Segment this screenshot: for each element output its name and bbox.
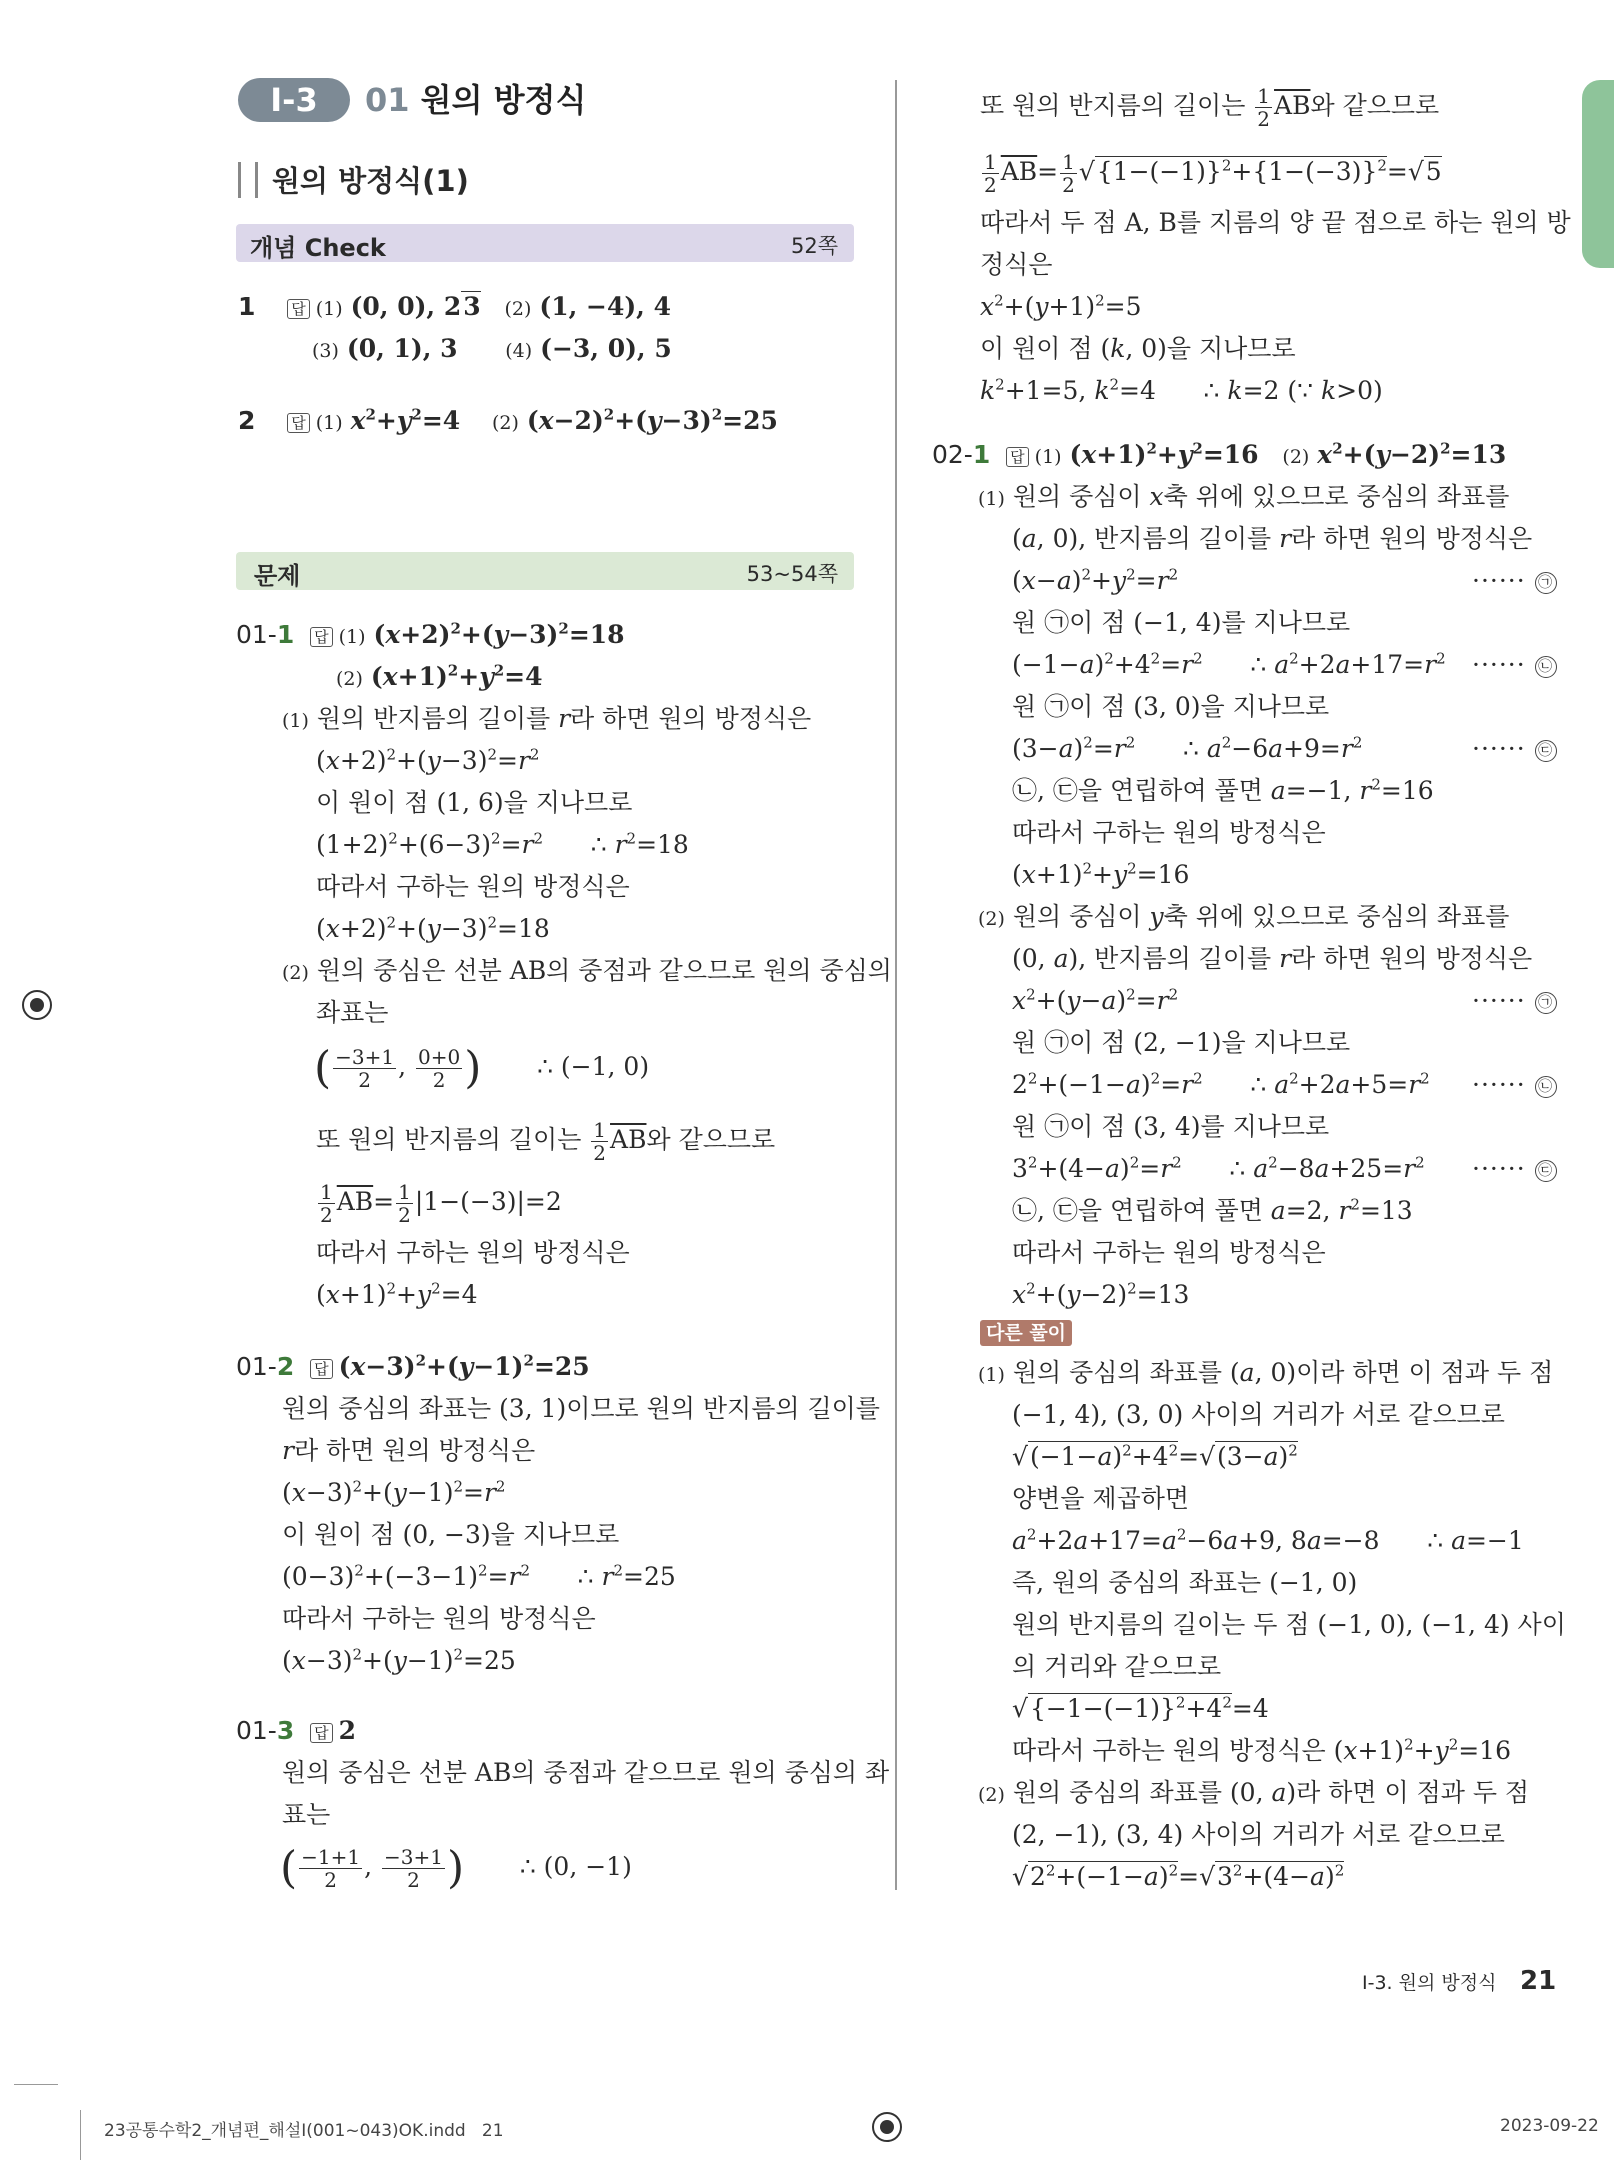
concept-check-page: 52쪽 — [790, 234, 838, 258]
registration-mark-icon — [872, 2112, 902, 2142]
problem-02-1-answer: 02-1 답 (1) $(x+1)^2+y^2=16$ (2) $x^2+(y-2)^2=13$ — [932, 439, 1507, 469]
crop-mark — [14, 2084, 58, 2085]
text-line: $(-1-a)^2+4^2=r^2$ ∴ $a^2+2a+17=r^2$ — [1012, 649, 1446, 679]
concept-answer-2: 2 답 (1) $x^2+y^2=4$ (2) $(x-2)^2+(y-3)^2=25$ — [238, 405, 778, 435]
text-line: 따라서 구하는 원의 방정식은 — [1012, 1238, 1326, 1267]
subtitle-marker-icon — [238, 162, 258, 198]
text-line: $(x+2)^2+(y-3)^2=r^2$ — [316, 745, 540, 775]
text-line: $\frac{1}{2}$ $\overline{AB}=$ $\frac{1}{2}$ |1−(−3)|=2 — [320, 1180, 562, 1227]
text-line: r라 하면 원의 방정식은 — [282, 1436, 536, 1465]
text-line: (−1, 4), (3, 0) 사이의 거리가 서로 같으므로 — [1012, 1400, 1505, 1429]
chapter-badge-text: Ⅰ-3 — [270, 81, 318, 119]
text-line: $(x+2)^2+(y-3)^2=18$ — [316, 913, 550, 943]
text-line: 따라서 구하는 원의 방정식은 — [282, 1604, 596, 1633]
text-line: $(1+2)^2+(6-3)^2=r^2$ ∴ $r^2=18$ — [316, 829, 689, 859]
footer-chapter-ref-text: Ⅰ-3. 원의 방정식 — [1362, 1972, 1497, 1994]
text-line: (1) 원의 중심이 x축 위에 있으므로 중심의 좌표를 — [978, 482, 1510, 511]
text-line: ㉡, ㉢을 연립하여 풀면 a=−1, $r^2=16$ — [1012, 775, 1434, 805]
text-line: 원 ㉠이 점 (2, −1)을 지나므로 — [1012, 1028, 1351, 1057]
problem-01-1-answer: 01-1 답 (1) $(x+2)^2+(y-3)^2=18$ — [236, 619, 625, 649]
text-line: 즉, 원의 중심의 좌표는 (−1, 0) — [1012, 1568, 1358, 1597]
text-line: ( $\frac{-1+1}{2}$ , $\frac{-3+1}{2}$ ) ∴ (0, −1) — [280, 1842, 632, 1894]
text-line: ······ ㉠ — [1472, 564, 1557, 598]
registration-mark-icon — [22, 990, 52, 1020]
text-line: ( $\frac{-3+1}{2}$ , $\frac{0+0}{2}$ ) ∴ (−1, 0) — [314, 1042, 650, 1094]
text-line: $(x+1)^2+y^2=16$ — [1012, 859, 1190, 889]
text-line: $√\{-1-(-1)\}^2+4^2=4$ — [1012, 1693, 1269, 1723]
text-line: $3^2+(4-a)^2=r^2$ ∴ $a^2-8a+25=r^2$ — [1012, 1153, 1425, 1183]
text-line: 원의 중심의 좌표는 (3, 1)이므로 원의 반지름의 길이를 — [282, 1394, 880, 1423]
footer-date: 2023-09-22 — [1500, 2116, 1599, 2136]
text-line: 원의 반지름의 길이는 두 점 (−1, 0), (−1, 4) 사이 — [1012, 1610, 1566, 1639]
text-line: (2, −1), (3, 4) 사이의 거리가 서로 같으므로 — [1012, 1820, 1505, 1849]
text-line: $√2^2+(-1-a)^2=√3^2+(4-a)^2$ — [1012, 1861, 1345, 1891]
text-line: ······ ㉢ — [1472, 1152, 1557, 1186]
problem-01-3-answer: 01-3 답 2 — [236, 1716, 357, 1745]
text-line: 좌표는 — [316, 998, 389, 1027]
text-line: $x^2+(y+1)^2=5$ — [980, 291, 1142, 321]
text-line: 따라서 구하는 원의 방정식은 $(x+1)^2+y^2=16$ — [1012, 1735, 1511, 1765]
side-tab — [1582, 80, 1614, 268]
concept-answer-1: 1 답 (1) (0, 0), 23 (2) (1, −4), 4 — [238, 292, 671, 321]
text-line: $(x-3)^2+(y-1)^2=r^2$ — [282, 1477, 506, 1507]
text-line: 원의 중심은 선분 AB의 중점과 같으므로 원의 중심의 좌 — [282, 1758, 890, 1787]
text-line: 따라서 구하는 원의 방정식은 — [316, 1238, 630, 1267]
text-line: ······ ㉡ — [1472, 648, 1557, 682]
text-line: $a^2+2a+17=a^2-6a+9$, 8a=−8 ∴ a=−1 — [1012, 1525, 1524, 1555]
crop-mark — [80, 2110, 81, 2160]
text-line: $k^2+1=5$, $k^2=4$ ∴ k=2 (∵ k>0) — [980, 375, 1383, 405]
text-line: $x^2+(y-a)^2=r^2$ — [1012, 985, 1179, 1015]
answer-badge: 답 — [287, 299, 310, 319]
text-line: ······ ㉡ — [1472, 1068, 1557, 1102]
text-line: 표는 — [282, 1800, 331, 1829]
text-line: ······ ㉠ — [1472, 984, 1557, 1018]
text-line: $\frac{1}{2}$ $\overline{AB}=$ $\frac{1}{2}$ $√\{1-(-1)\}^2+\{1-(-3)\}^2=√5$ — [984, 150, 1442, 197]
text-line: ······ ㉢ — [1472, 732, 1557, 766]
concept-answer-1b: (3) (0, 1), 3 (4) (−3, 0), 5 — [312, 334, 672, 363]
other-solution-badge: 다른 풀이 — [980, 1320, 1072, 1346]
footer-chapter-ref — [1362, 1968, 1496, 1998]
text-line: 따라서 두 점 A, B를 지름의 양 끝 점으로 하는 원의 방 — [980, 208, 1571, 237]
text-line: $(3-a)^2=r^2$ ∴ $a^2-6a+9=r^2$ — [1012, 733, 1363, 763]
text-line: (1) 원의 중심의 좌표를 (a, 0)이라 하면 이 점과 두 점 — [978, 1358, 1554, 1387]
text-line: 원 ㉠이 점 (−1, 4)를 지나므로 — [1012, 608, 1351, 637]
problem-bar — [236, 552, 854, 590]
concept-check-bar — [236, 224, 854, 262]
concept-check-label: 개념 Check — [250, 234, 386, 262]
section-heading — [365, 78, 586, 122]
text-line: 또 원의 반지름의 길이는 $\frac{1}{2}$ $\overline{AB}$와 같으므로 — [316, 1118, 776, 1165]
text-line: (a, 0), 반지름의 길이를 r라 하면 원의 방정식은 — [1012, 524, 1533, 553]
text-line: 이 원이 점 (0, −3)을 지나므로 — [282, 1520, 620, 1549]
column-divider — [895, 80, 897, 1890]
text-line: 따라서 구하는 원의 방정식은 — [1012, 818, 1326, 847]
text-line: (0, a), 반지름의 길이를 r라 하면 원의 방정식은 — [1012, 944, 1533, 973]
text-line: (1) 원의 반지름의 길이를 r라 하면 원의 방정식은 — [282, 704, 812, 733]
text-line: (2) 원의 중심은 선분 AB의 중점과 같으므로 원의 중심의 — [282, 956, 892, 985]
chapter-badge — [238, 78, 350, 122]
text-line: (2) 원의 중심이 y축 위에 있으므로 중심의 좌표를 — [978, 902, 1510, 931]
text-line: $√(-1-a)^2+4^2=√(3-a)^2$ — [1012, 1441, 1298, 1471]
text-line: $(x+1)^2+y^2=4$ — [316, 1279, 478, 1309]
text-line: (2) 원의 중심의 좌표를 (0, a)라 하면 이 점과 두 점 — [978, 1778, 1530, 1807]
text-line: 이 원이 점 (k, 0)을 지나므로 — [980, 334, 1296, 363]
text-line: $(x-3)^2+(y-1)^2=25$ — [282, 1645, 516, 1675]
text-line: 양변을 제곱하면 — [1012, 1484, 1189, 1513]
text-line: 의 거리와 같으므로 — [1012, 1652, 1222, 1681]
text-line: (2) $(x+1)^2+y^2=4$ — [336, 661, 543, 691]
text-line: 정식은 — [980, 250, 1053, 279]
problem-label: 문제 — [254, 562, 301, 590]
text-line: $x^2+(y-2)^2=13$ — [1012, 1279, 1190, 1309]
section-title: 원의 방정식 — [420, 81, 587, 119]
text-line: 원 ㉠이 점 (3, 0)을 지나므로 — [1012, 692, 1330, 721]
section-number: 01 — [365, 81, 410, 119]
text-line: $2^2+(-1-a)^2=r^2$ ∴ $a^2+2a+5=r^2$ — [1012, 1069, 1430, 1099]
text-line: $(0-3)^2+(-3-1)^2=r^2$ ∴ $r^2=25$ — [282, 1561, 676, 1591]
text-line: 원 ㉠이 점 (3, 4)를 지나므로 — [1012, 1112, 1330, 1141]
problem-01-2-answer: 01-2 답 $(x-3)^2+(y-1)^2=25$ — [236, 1351, 590, 1381]
subtitle: 원의 방정식(1) — [272, 164, 469, 198]
text-line: ㉡, ㉢을 연립하여 풀면 a=2, $r^2=13$ — [1012, 1195, 1413, 1225]
text-line: $(x-a)^2+y^2=r^2$ — [1012, 565, 1179, 595]
footer-file-info: 23공통수학2_개념편_해설Ⅰ(001~043)OK.indd 21 — [104, 2121, 504, 2141]
text-line: 따라서 구하는 원의 방정식은 — [316, 872, 630, 901]
answer-badge: 답 — [287, 413, 310, 433]
problem-page: 53~54쪽 — [746, 562, 838, 586]
text-line: 이 원이 점 (1, 6)을 지나므로 — [316, 788, 633, 817]
text-line: 또 원의 반지름의 길이는 $\frac{1}{2}$ $\overline{AB}$와 같으므로 — [980, 84, 1440, 131]
page-number: 21 — [1520, 1966, 1557, 1996]
